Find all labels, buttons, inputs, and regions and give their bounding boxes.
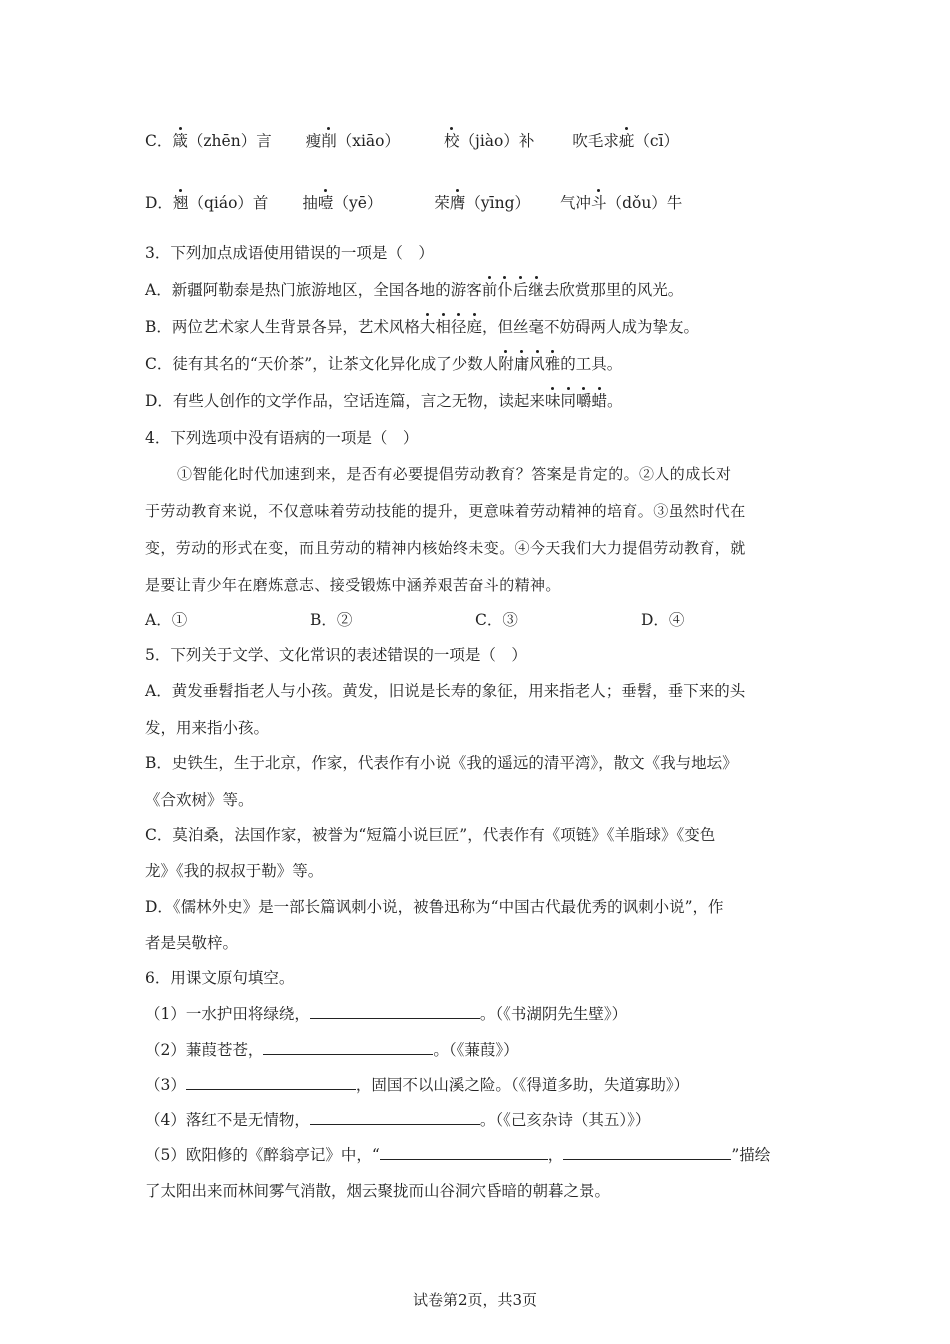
q4-option-a: A．① xyxy=(145,611,188,629)
q4-passage-line: 变，劳动的形式在变，而且劳动的精神内核始终未变。④今天我们大力提倡劳动教育，就 xyxy=(145,539,746,557)
item-text: 。（《蒹葭》） xyxy=(433,1041,519,1059)
answer-blank[interactable] xyxy=(186,1073,356,1090)
option-text: 。 xyxy=(607,392,623,410)
q5-line: 《合欢树》等。 xyxy=(145,791,254,809)
option-label: C． xyxy=(145,132,173,150)
q6-item-5 xyxy=(145,1143,770,1166)
dotted-char: 仆 xyxy=(497,281,513,299)
dotted-char: 雅 xyxy=(544,355,561,373)
word-pinyin: （jiào）补 xyxy=(459,132,535,150)
q4-passage-line: 是要让青少年在磨炼意志、接受锻炼中涵养艰苦奋斗的精神。 xyxy=(145,576,561,594)
answer-blank[interactable] xyxy=(380,1143,548,1160)
q3-stem: 3．下列加点成语使用错误的一项是（ ） xyxy=(145,244,434,262)
dotted-char: 相 xyxy=(435,318,451,336)
item-text: （4）落红不是无情物， xyxy=(145,1111,310,1129)
dotted-char: 疵 xyxy=(618,132,635,150)
item-text: （5）欧阳修的《醉翁亭记》中，“ xyxy=(145,1146,380,1164)
item-text: （3） xyxy=(145,1076,186,1094)
word-part: 抽 xyxy=(302,194,318,212)
item-text: ”描绘 xyxy=(731,1146,771,1164)
q6-item-1 xyxy=(145,1002,627,1025)
item-text: 。（《书湖阴先生壁》） xyxy=(479,1005,628,1023)
q3-option-a xyxy=(145,279,683,301)
dotted-char: 削 xyxy=(321,132,337,150)
option-text: A．新疆阿勒泰是热门旅游地区，全国各地的游客 xyxy=(145,281,482,299)
item-text: 。（《己亥杂诗（其五）》） xyxy=(479,1111,651,1129)
q2-option-c xyxy=(145,130,679,152)
option-text: 去欣赏那里的风光。 xyxy=(543,281,684,299)
dotted-char: 附 xyxy=(498,355,514,373)
item-text: ， xyxy=(547,1146,564,1164)
word-part: 瘦 xyxy=(305,132,322,150)
q4-stem: 4．下列选项中没有语病的一项是（ ） xyxy=(145,429,419,447)
option-label: D． xyxy=(145,194,173,212)
q5-line: 者是吴敬梓。 xyxy=(145,934,239,952)
answer-blank[interactable] xyxy=(563,1143,731,1160)
page-footer: 试卷第2页，共3页 xyxy=(412,1291,538,1309)
q4-option-b: B．② xyxy=(310,611,353,629)
q4-passage-line: 于劳动教育来说，不仅意味着劳动技能的提升，更意味着劳动精神的培育。③虽然时代在 xyxy=(145,502,746,520)
word-part: 吹毛求 xyxy=(572,132,619,150)
q5-line: 龙》《我的叔叔于勒》等。 xyxy=(145,862,324,880)
q5-line: 发，用来指小孩。 xyxy=(145,719,270,737)
dotted-char: 大 xyxy=(419,318,436,336)
q6-stem: 6．用课文原句填空。 xyxy=(145,969,295,987)
dotted-char: 前 xyxy=(481,281,498,299)
word-pinyin: （yē） xyxy=(333,194,383,212)
word-pinyin: （xiāo） xyxy=(336,132,401,150)
q4-passage-line: ①智能化时代加速到来，是否有必要提倡劳动教育？答案是肯定的。②人的成长对 xyxy=(177,465,732,483)
answer-blank[interactable] xyxy=(310,1002,480,1019)
word-part: 荣 xyxy=(434,194,450,212)
q4-option-d: D．④ xyxy=(641,611,685,629)
word-pinyin: （zhēn）言 xyxy=(187,132,272,150)
q5-line: C．莫泊桑，法国作家，被誉为“短篇小说巨匠”，代表作有《项链》《羊脂球》《变色 xyxy=(145,826,716,844)
dotted-char: 斗 xyxy=(591,194,607,212)
q5-line: D．《儒林外史》是一部长篇讽刺小说，被鲁迅称为“中国古代最优秀的讽刺小说”，作 xyxy=(145,898,724,916)
q5-line: A．黄发垂髫指老人与小孩。黄发，旧说是长寿的象征，用来指老人；垂髫，垂下来的头 xyxy=(145,682,746,700)
dotted-char: 径 xyxy=(450,318,467,336)
option-text: C．徒有其名的“天价茶”，让茶文化异化成了少数人 xyxy=(145,355,499,373)
q6-item-4 xyxy=(145,1108,650,1131)
q6-item-5-continued: 了太阳出来而林间雾气消散，烟云聚拢而山谷洞穴昏暗的朝暮之景。 xyxy=(145,1182,611,1200)
answer-blank[interactable] xyxy=(263,1038,433,1055)
q6-item-2 xyxy=(145,1038,519,1061)
dotted-char: 庸 xyxy=(513,355,530,373)
dotted-char: 蜡 xyxy=(591,392,607,410)
word-pinyin: （yīng） xyxy=(465,194,531,212)
q2-option-d xyxy=(145,192,682,214)
item-text: ，固国不以山溪之险。（《得道多助，失道寡助》） xyxy=(355,1076,690,1094)
dotted-char: 风 xyxy=(529,355,545,373)
dotted-char: 继 xyxy=(528,281,544,299)
dotted-char: 噎 xyxy=(317,194,334,212)
dotted-char: 味 xyxy=(544,392,561,410)
dotted-char: 同 xyxy=(560,392,576,410)
word-pinyin: （qiáo）首 xyxy=(188,194,269,212)
word-pinyin: （dǒu）牛 xyxy=(606,194,683,212)
word-part: 气冲 xyxy=(560,194,592,212)
q4-option-c: C．③ xyxy=(475,611,518,629)
q3-option-c xyxy=(145,353,622,375)
dotted-char: 箴 xyxy=(172,132,188,150)
dotted-char: 后 xyxy=(512,281,529,299)
q5-line: B．史铁生，生于北京，作家，代表作有小说《我的遥远的清平湾》，散文《我与地坛》 xyxy=(145,754,738,772)
dotted-char: 翘 xyxy=(172,194,189,212)
item-text: （2）蒹葭苍苍， xyxy=(145,1041,264,1059)
dotted-char: 膺 xyxy=(449,194,466,212)
q3-option-b xyxy=(145,316,699,338)
q5-stem: 5．下列关于文学、文化常识的表述错误的一项是（ ） xyxy=(145,646,527,664)
option-text: B．两位艺术家人生背景各异，艺术风格 xyxy=(145,318,420,336)
q3-option-d xyxy=(145,390,623,412)
q6-item-3 xyxy=(145,1073,689,1096)
item-text: （1）一水护田将绿绕， xyxy=(145,1005,310,1023)
dotted-char: 校 xyxy=(444,132,460,150)
option-text: 的工具。 xyxy=(560,355,623,373)
option-text: ，但丝毫不妨碍两人成为挚友。 xyxy=(481,318,699,336)
dotted-char: 庭 xyxy=(466,318,482,336)
option-text: D．有些人创作的文学作品，空话连篇，言之无物，读起来 xyxy=(145,392,545,410)
answer-blank[interactable] xyxy=(310,1108,480,1125)
dotted-char: 嚼 xyxy=(575,392,592,410)
word-pinyin: （cī） xyxy=(634,132,680,150)
